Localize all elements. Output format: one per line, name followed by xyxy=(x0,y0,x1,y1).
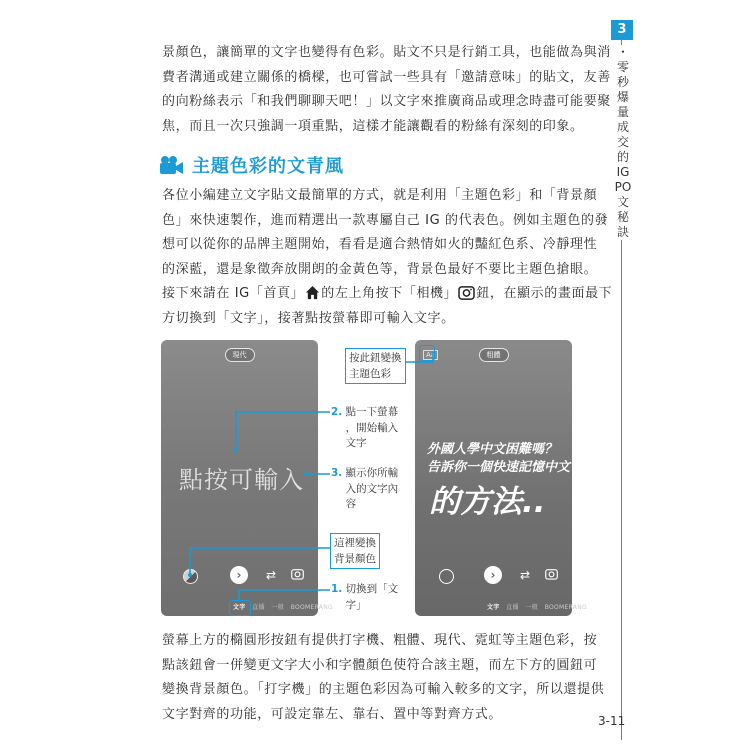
callout-step-1: 1. 切換到「文 字」 xyxy=(331,583,399,611)
callout-step-2: 2. 點一下螢幕 ，開始輸入 文字 xyxy=(331,406,399,449)
next-button[interactable]: › xyxy=(484,566,502,584)
mode-boomerang[interactable]: BOOMERANG xyxy=(290,604,333,611)
mode-text[interactable]: 文字 xyxy=(487,604,500,611)
callout-background-color: 這裡變換 背景顏色 xyxy=(330,533,380,569)
typed-text-line: 外國人學中文困難嗎？ xyxy=(427,442,558,457)
mode-text[interactable]: 文字 xyxy=(233,604,246,611)
tap-to-type-placeholder[interactable]: 點按可輸入 xyxy=(179,466,304,494)
typed-text-line: 告訴你一個快速記憶中文 xyxy=(427,460,571,475)
mode-live[interactable]: 直播 xyxy=(252,604,265,611)
theme-color-button[interactable]: 現代 xyxy=(225,348,255,362)
callout-theme-color: 按此鈕變換 主題色彩 xyxy=(345,348,406,384)
mode-normal[interactable]: 一般 xyxy=(271,604,285,611)
mode-boomerang[interactable]: BOOMERANG xyxy=(544,604,587,611)
mode-live[interactable]: 直播 xyxy=(506,604,519,611)
switch-camera-icon[interactable]: ⇄ xyxy=(266,568,277,582)
text-align-button[interactable]: Aa xyxy=(423,350,438,360)
paragraph-intro: 景顏色，讓簡單的文字也變得有色彩。貼文不只是行銷工具，也能做為與消 費者溝通或建立關係的橋樑，也可嘗試一些具有「邀請意味」的貼文，友善 的向粉絲表示「和我們聊聊天吧！」以文字來推廣商品或理念時盡可能要聚 焦，而且一次只強調一項重點，這樣才能讓觀看的粉絲有深刻的印象。 xyxy=(162,45,611,134)
chapter-title: ・零秒爆量成交的 IG PO 文秘訣 xyxy=(614,45,632,239)
typed-text-large: 的方法.. xyxy=(429,484,546,520)
paragraph-explanation: 螢幕上方的橢圓形按鈕有提供打字機、粗體、現代、霓虹等主題色彩，按 點該鈕會一併變更文字大小和字體顏色使符合該主題，而左下方的圓鈕可 變換背景顏色。「打字機」的主題色彩因為可輸入較多的文字，所以還提供 文字對齊的功能，可設定靠左、靠右、置中等對齊方式。 xyxy=(162,633,605,722)
section-title: 主題色彩的文青風 xyxy=(192,156,344,177)
theme-color-button[interactable]: 粗體 xyxy=(479,348,509,362)
paragraph-instructions: 各位小編建立文字貼文最簡單的方式，就是利用「主題色彩」和「背景顏 色」來快速製作，進而精選出一款專屬自己 IG 的代表色。例如主題色的發 想可以從你的品牌主題開始，看看是適合熱情如火的豔紅色系、冷靜理性 的深藍，還是象徵奔放開朗的金黃色等，背景色最好不要比主題色搶眼。 接下來請在 IG「首頁」 的左上角按下「相機」 鈕，在顯示的畫面最下 方切換到「文字」，接著點按螢幕即可輸入文字。 xyxy=(162,188,613,326)
callout-step-3: 3. 顯示你所輸 入的文字內 容 xyxy=(331,467,399,510)
switch-camera-icon[interactable]: ⇄ xyxy=(520,568,531,582)
next-button[interactable]: › xyxy=(230,566,248,584)
mode-normal[interactable]: 一般 xyxy=(525,604,539,611)
page-number: 3-11 xyxy=(598,714,626,728)
chapter-number: 3 xyxy=(611,20,633,40)
instruction-line-icons: 接下來請在 IG「首頁」 的左上角按下「相機」 鈕，在顯示的畫面最下 xyxy=(162,286,613,301)
